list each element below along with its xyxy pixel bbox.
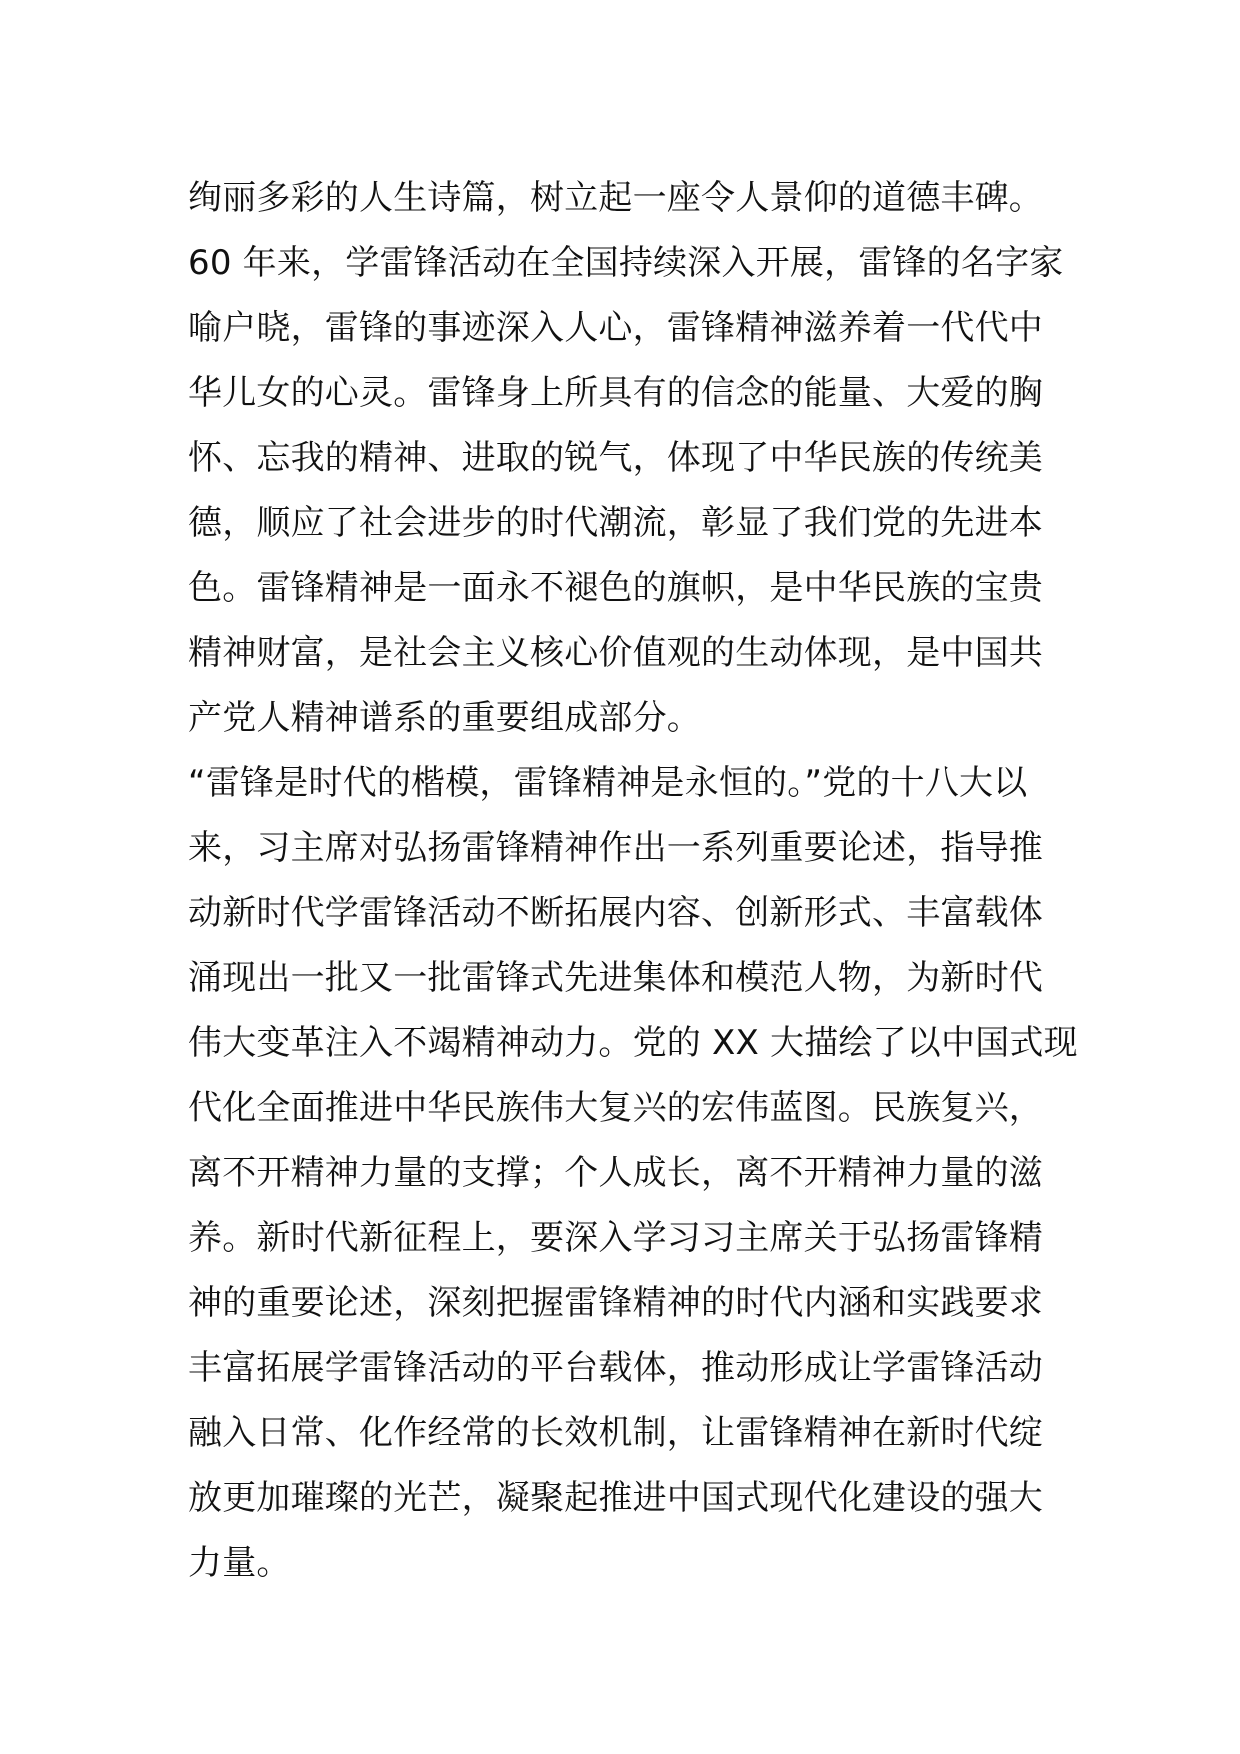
- text-line: 华儿女的心灵。雷锋身上所具有的信念的能量、大爱的胸: [188, 373, 1043, 413]
- text-line: 绚丽多彩的人生诗篇，树立起一座令人景仰的道德丰碑。: [188, 178, 1043, 218]
- text-line: 喻户晓，雷锋的事迹深入人心，雷锋精神滋养着一代代中: [188, 308, 1043, 348]
- text-line: 神的重要论述，深刻把握雷锋精神的时代内涵和实践要求: [188, 1283, 1043, 1323]
- text-line: 产党人精神谱系的重要组成部分。: [188, 698, 701, 738]
- text-line: 离不开精神力量的支撑；个人成长，离不开精神力量的滋: [188, 1153, 1043, 1193]
- text-line: 动新时代学雷锋活动不断拓展内容、创新形式、丰富载体: [188, 893, 1043, 933]
- text-line: 涌现出一批又一批雷锋式先进集体和模范人物，为新时代: [188, 958, 1043, 998]
- text-line: 放更加璀璨的光芒，凝聚起推进中国式现代化建设的强大: [188, 1478, 1043, 1518]
- text-line: 代化全面推进中华民族伟大复兴的宏伟蓝图。民族复兴，: [188, 1088, 1043, 1128]
- text-line: 德，顺应了社会进步的时代潮流，彰显了我们党的先进本: [188, 503, 1043, 543]
- text-line: 融入日常、化作经常的长效机制，让雷锋精神在新时代绽: [188, 1413, 1043, 1453]
- text-line: 怀、忘我的精神、进取的锐气，体现了中华民族的传统美: [188, 438, 1043, 478]
- body-text: [188, 166, 1088, 1596]
- text-line: 伟大变革注入不竭精神动力。党的 XX 大描绘了以中国式现: [188, 1023, 1078, 1063]
- text-line: 来，习主席对弘扬雷锋精神作出一系列重要论述，指导推: [188, 828, 1043, 868]
- text-line: 精神财富，是社会主义核心价值观的生动体现，是中国共: [188, 633, 1043, 673]
- text-line: “雷锋是时代的楷模，雷锋精神是永恒的。”党的十八大以: [188, 763, 1028, 803]
- text-line: 养。新时代新征程上，要深入学习习主席关于弘扬雷锋精: [188, 1218, 1043, 1258]
- text-line: 色。雷锋精神是一面永不褪色的旗帜，是中华民族的宝贵: [188, 568, 1043, 608]
- text-line: 力量。: [188, 1543, 291, 1583]
- text-line: 丰富拓展学雷锋活动的平台载体，推动形成让学雷锋活动: [188, 1348, 1043, 1388]
- text-line: 60 年来，学雷锋活动在全国持续深入开展，雷锋的名字家: [188, 243, 1064, 283]
